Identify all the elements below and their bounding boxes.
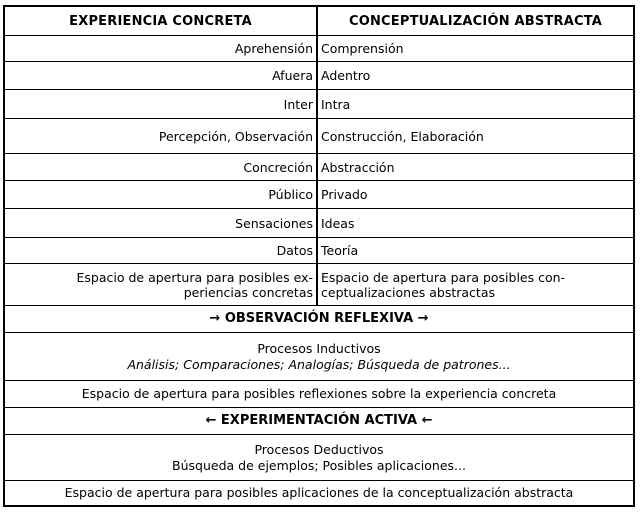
row-right-text: Abstracción bbox=[321, 159, 395, 175]
row-left-text: Datos bbox=[276, 243, 313, 258]
table-row bbox=[5, 90, 633, 119]
reflexiva-process-cell bbox=[5, 333, 633, 380]
activa-opening: Espacio de apertura para posibles aplicaciones de la conceptualización abstracta bbox=[64, 485, 574, 500]
activa-opening-row bbox=[5, 481, 633, 505]
reflexiva-opening-row bbox=[5, 381, 633, 408]
header-experiencia-concreta bbox=[5, 7, 318, 35]
reflexiva-process-row bbox=[5, 333, 633, 381]
table-row bbox=[5, 209, 633, 238]
opening-left-line2: periencias concretas bbox=[183, 284, 313, 300]
row-left-text: Inter bbox=[283, 96, 313, 112]
row-right-text: Privado bbox=[321, 187, 368, 202]
row-right-cell bbox=[318, 181, 633, 208]
row-left-text: Percepción, Observación bbox=[158, 128, 313, 144]
opening-space-row bbox=[5, 264, 633, 306]
row-left-cell bbox=[5, 36, 318, 61]
table-header-row bbox=[5, 7, 633, 36]
table-row bbox=[5, 154, 633, 181]
row-right-text: Ideas bbox=[321, 215, 355, 231]
activa-process-cell bbox=[5, 435, 633, 480]
activa-process-title: Procesos Deductivos bbox=[254, 441, 384, 457]
row-left-cell bbox=[5, 62, 318, 89]
row-right-cell bbox=[318, 119, 633, 153]
row-left-text: Aprehensión bbox=[234, 41, 313, 56]
activa-title: ← EXPERIMENTACIÓN ACTIVA ← bbox=[205, 413, 433, 428]
comparison-table bbox=[3, 5, 635, 507]
row-left-text: Afuera bbox=[272, 68, 313, 83]
table-row bbox=[5, 181, 633, 209]
row-right-text: Intra bbox=[321, 96, 351, 112]
row-right-cell bbox=[318, 154, 633, 180]
row-left-cell bbox=[5, 119, 318, 153]
reflexiva-title-row bbox=[5, 306, 633, 333]
row-right-cell bbox=[318, 36, 633, 61]
table-row bbox=[5, 36, 633, 62]
reflexiva-process-title: Procesos Inductivos bbox=[257, 340, 381, 356]
row-left-cell bbox=[5, 90, 318, 118]
table-row bbox=[5, 62, 633, 90]
header-conceptualizacion-abstracta bbox=[318, 7, 633, 35]
row-right-text: Adentro bbox=[321, 68, 371, 83]
row-left-cell bbox=[5, 238, 318, 263]
table-row bbox=[5, 238, 633, 264]
header-right-text: CONCEPTUALIZACIÓN ABSTRACTA bbox=[348, 13, 603, 29]
opening-left-line1: Espacio de apertura para posibles ex- bbox=[76, 269, 313, 285]
table-row bbox=[5, 119, 633, 154]
row-left-text: Concreción bbox=[243, 159, 313, 175]
row-right-cell bbox=[318, 90, 633, 118]
row-left-cell bbox=[5, 181, 318, 208]
row-right-cell bbox=[318, 238, 633, 263]
opening-right-line1: Espacio de apertura para posibles con- bbox=[321, 269, 566, 285]
row-left-text: Sensaciones bbox=[235, 215, 313, 231]
activa-process-row bbox=[5, 435, 633, 481]
opening-right-line2: ceptualizaciones abstractas bbox=[321, 284, 495, 300]
row-left-cell bbox=[5, 209, 318, 237]
activa-process-detail: Búsqueda de ejemplos; Posibles aplicaciones... bbox=[172, 457, 466, 473]
opening-left-cell bbox=[5, 264, 318, 305]
reflexiva-title: → OBSERVACIÓN REFLEXIVA → bbox=[209, 311, 429, 326]
activa-title-row bbox=[5, 408, 633, 435]
row-right-text: Comprensión bbox=[321, 41, 404, 56]
row-right-cell bbox=[318, 62, 633, 89]
row-right-text: Teoría bbox=[321, 243, 359, 258]
opening-right-cell bbox=[318, 264, 633, 305]
reflexiva-process-detail: Análisis; Comparaciones; Analogías; Búsqueda de patrones... bbox=[127, 356, 511, 372]
row-left-cell bbox=[5, 154, 318, 180]
header-left-text: EXPERIENCIA CONCRETA bbox=[69, 13, 252, 29]
row-left-text: Público bbox=[268, 187, 313, 202]
row-right-text: Construcción, Elaboración bbox=[321, 128, 484, 144]
reflexiva-opening: Espacio de apertura para posibles reflexiones sobre la experiencia concreta bbox=[81, 386, 557, 401]
row-right-cell bbox=[318, 209, 633, 237]
